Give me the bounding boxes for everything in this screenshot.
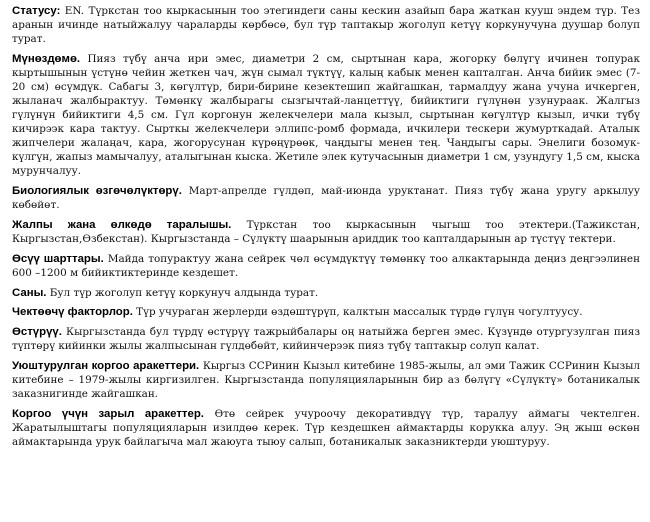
section-status — [12, 4, 640, 46]
limiting-factors-heading: Чектөөчү факторлор. — [12, 306, 133, 318]
measures-taken-heading: Уюштурулган коргоо аракеттери. — [12, 360, 200, 372]
section-cultivation — [12, 325, 640, 353]
habitat-heading: Өсүү шарттары. — [12, 253, 104, 265]
section-measures-taken — [12, 359, 640, 401]
biology-heading: Биологиялык өзгөчөлүктөрү. — [12, 185, 182, 197]
section-measures-needed — [12, 407, 640, 449]
limiting-factors-text: Түр учураган жерлерди өздөштүрүп, калктын массалык түрдө гүлүн чогултуусу. — [132, 306, 583, 318]
cultivation-text: Кыргызстанда бул түрдү өстүрүү тажрыйбалары оң натыйжа берген эмес. Күзүндө отургузулган пияз түптөрү кийинки жылы жалпысынан гүлдөбөйт, кийинчерээк пияз түбү таптакыр солуп калат. — [12, 326, 640, 352]
section-distribution — [12, 218, 640, 246]
count-text: Бул түр жоголуп кетүү коркунуч алдында турат. — [46, 287, 319, 299]
cultivation-heading: Өстүрүү. — [12, 326, 62, 338]
description-heading: Мүнөздөмө. — [12, 53, 81, 65]
biology-text: Март-апрелде гүлдөп, май-июнда уруктанат. Пияз түбү жана уругу аркылуу көбөйөт. — [12, 185, 640, 211]
section-biology — [12, 184, 640, 212]
section-habitat — [12, 252, 640, 280]
section-count — [12, 286, 640, 300]
section-description — [12, 52, 640, 178]
status-heading: Статусу: — [12, 5, 61, 17]
status-text: EN. Түркстан тоо кыркасынын тоо этегиндеги саны кескин азайып бара жаткан кууш эндем түр. Тез аранын ичинде натыйжалуу чараларды көрбөсө, бул түр таптакыр жоголуп кетүү коркунучуна дуушар болуп турат. — [12, 5, 640, 45]
distribution-heading: Жалпы жана өлкөдө таралышы. — [12, 219, 232, 231]
measures-needed-heading: Коргоо үчүн зарыл аракеттер. — [12, 408, 204, 420]
count-heading: Саны. — [12, 287, 47, 299]
description-text: Пияз түбү анча ири эмес, диаметри 2 см, сыртынан кара, жогорку бөлүгү ичинен топурак кыртышынын үстүнө чейин жеткен чач, жүн сымал түктүү, калың кабык менен капталган. Анча бийик эмес (7-20 см) өсүмдүк. Сабагы 3, көгүлтүр, бири-бирине кезектешип жайгашкан, тармалдуу жана учуна ичкерген, жыланач жалбырактуу. Төмөнкү жалбырагы сызгычтай-ланцеттүү, бийиктиги гүлүнөн узунураак. Жалгыз гүлүнүн бийиктиги 4,5 см. Гүл коргонун желекчелери мала кызыл, сыртынан көгүлтүр кызыл, ички түбү кичирээк кара тактуу. Сырткы желекчелери эллипс-ромб формада, ичкилери тескери жумурткадай. Аталык жипчелери жалаңач, кара, жогорусунан күрөңүрөөк, чаңдыгы менен тең. Чаңдыгы сары. Энелиги бозомук-күлгүн, жапыз мамычалуу, аталыгынан кыска. Жетиле элек кутучасынын диаметри 1 см, узундугу 1,5 см, кыска мурунчалуу. — [12, 53, 640, 177]
section-limiting-factors — [12, 305, 640, 319]
measures-taken-text: Кыргыз ССРинин Кызыл китебине 1985-жылы, ал эми Тажик ССРинин Кызыл китебине – 1979-жылы киргизилген. Кыргызстанда популяцияларынын бир аз бөлүгү «Сүлүктү» ботаникалык заказнигинде жайгашкан. — [12, 360, 640, 400]
habitat-text: Майда топурактуу жана сейрек чөл өсүмдүктүү төмөнкү тоо алкактарында деңиз деңгээлинен 600 –1200 м бийиктиктеринде кездешет. — [12, 253, 640, 279]
distribution-text: Түркстан тоо кыркасынын чыгыш тоо этектери.(Тажикстан, Кыргызстан,Өзбекстан). Кыргызстанда – Сүлүктү шаарынын ариддик тоо капталдарынын ар түстүү тектери. — [12, 219, 641, 245]
measures-needed-text: Өтө сейрек учуроочу декоративдүү түр, таралуу аймагы чектелген. Жаратылыштагы популяцияларын изилдөө керек. Түр кездешкен аймактарды корукка алуу. Эң жыш өскөн аймактарында урук байлагыча мал жаюуга тыюу салып, ботаникалык заказниктерди уюштуруу. — [12, 408, 640, 448]
